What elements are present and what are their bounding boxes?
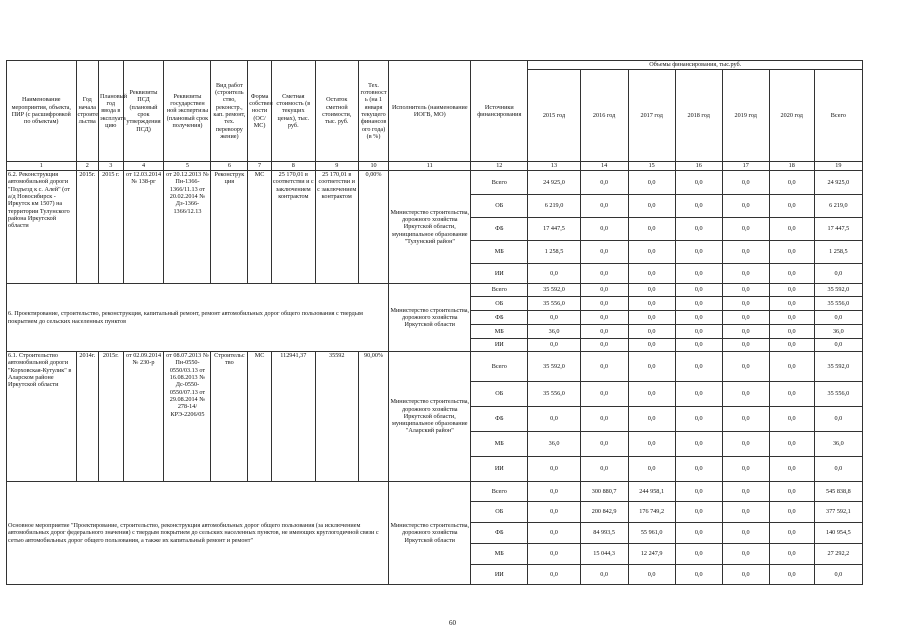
table-row <box>7 284 863 297</box>
value-cell: 0,0 <box>580 565 628 585</box>
value-cell: 0,0 <box>580 407 628 432</box>
block1-readiness: 0,00% <box>358 171 389 284</box>
value-cell: 15 044,3 <box>580 544 628 565</box>
value-cell: 0,0 <box>722 284 769 297</box>
value-cell: 0,0 <box>675 482 722 502</box>
block3-executor: Министерство строительства, дорожного хозяйства Иркутской области, муниципальное образование "Аларский район" <box>389 352 471 482</box>
header-plan-year: Плановый год ввода в эксплуата цию <box>99 61 124 162</box>
header-sources: Источники финансирования <box>471 61 528 162</box>
value-cell: 0,0 <box>769 565 814 585</box>
value-cell: 0,0 <box>769 352 814 382</box>
value-cell: 36,0 <box>814 432 862 457</box>
value-cell: 1 258,5 <box>528 241 580 264</box>
header-readiness: Тех. готовност ь (на 1 января текущего финансов ого года) (в %) <box>358 61 389 162</box>
block2-executor: Министерство строительства, дорожного хозяйства Иркутской области <box>389 284 471 352</box>
value-cell: 0,0 <box>675 407 722 432</box>
value-cell: 0,0 <box>675 241 722 264</box>
col-number: 17 <box>722 162 769 171</box>
value-cell: 0,0 <box>722 482 769 502</box>
source-label: МБ <box>471 241 528 264</box>
value-cell: 0,0 <box>675 325 722 339</box>
value-cell: 0,0 <box>580 171 628 195</box>
value-cell: 84 993,5 <box>580 523 628 544</box>
value-cell: 0,0 <box>528 544 580 565</box>
block3-ownership: МС <box>248 352 272 482</box>
block3-work-type: Строительс тво <box>211 352 248 482</box>
value-cell: 0,0 <box>580 352 628 382</box>
value-cell: 0,0 <box>528 264 580 284</box>
financing-table <box>6 60 863 585</box>
source-label: ИИ <box>471 264 528 284</box>
value-cell: 0,0 <box>580 432 628 457</box>
value-cell: 35 592,0 <box>528 284 580 297</box>
col-number: 2 <box>76 162 98 171</box>
col-number: 6 <box>211 162 248 171</box>
value-cell: 0,0 <box>769 311 814 325</box>
value-cell: 0,0 <box>769 218 814 241</box>
value-cell: 6 219,0 <box>528 195 580 218</box>
col-number: 13 <box>528 162 580 171</box>
value-cell: 24 925,0 <box>528 171 580 195</box>
value-cell: 0,0 <box>580 241 628 264</box>
value-cell: 0,0 <box>769 457 814 482</box>
value-cell: 0,0 <box>675 457 722 482</box>
value-cell: 36,0 <box>528 432 580 457</box>
value-cell: 0,0 <box>769 544 814 565</box>
value-cell: 55 961,0 <box>628 523 675 544</box>
value-cell: 0,0 <box>769 297 814 311</box>
value-cell: 0,0 <box>722 264 769 284</box>
col-number: 14 <box>580 162 628 171</box>
block2-name: 6. Проектирование, строительство, реконструкция, капитальный ремонт, ремонт автомобильных дорог общего пользования с твердым покрытием до сельских населенных пунктов <box>7 284 389 352</box>
header-row-top <box>7 61 863 70</box>
block4-executor: Министерство строительства, дорожного хозяйства Иркутской области <box>389 482 471 585</box>
value-cell: 300 880,7 <box>580 482 628 502</box>
value-cell: 0,0 <box>769 241 814 264</box>
value-cell: 0,0 <box>722 457 769 482</box>
block1-executor: Министерство строительства, дорожного хозяйства Иркутской области, муниципальное образование "Тулунский район" <box>389 171 471 284</box>
col-number: 19 <box>814 162 862 171</box>
value-cell: 0,0 <box>814 457 862 482</box>
value-cell: 0,0 <box>528 311 580 325</box>
year-total: Всего <box>814 70 862 162</box>
year-2019: 2019 год <box>722 70 769 162</box>
value-cell: 0,0 <box>675 523 722 544</box>
value-cell: 0,0 <box>580 325 628 339</box>
value-cell: 0,0 <box>675 382 722 407</box>
value-cell: 0,0 <box>580 284 628 297</box>
value-cell: 0,0 <box>675 565 722 585</box>
header-start-year: Год начала строите льства <box>76 61 98 162</box>
value-cell: 0,0 <box>628 382 675 407</box>
value-cell: 0,0 <box>722 297 769 311</box>
col-number: 18 <box>769 162 814 171</box>
value-cell: 0,0 <box>722 171 769 195</box>
value-cell: 0,0 <box>722 432 769 457</box>
value-cell: 0,0 <box>769 339 814 352</box>
source-label: ФБ <box>471 311 528 325</box>
value-cell: 0,0 <box>722 195 769 218</box>
value-cell: 0,0 <box>528 339 580 352</box>
header-expertise: Реквизиты государствен ной экспертизы (плановый срок получения) <box>164 61 211 162</box>
header-volumes: Объемы финансирования, тыс.руб. <box>528 61 863 70</box>
col-number: 16 <box>675 162 722 171</box>
value-cell: 0,0 <box>580 195 628 218</box>
value-cell: 35 556,0 <box>814 382 862 407</box>
block1-start-year: 2015г. <box>76 171 98 284</box>
value-cell: 0,0 <box>814 407 862 432</box>
block1-psd: от 12.03.2014 № 138-рг <box>123 171 164 284</box>
value-cell: 0,0 <box>580 218 628 241</box>
value-cell: 0,0 <box>628 352 675 382</box>
block4-name: Основное мероприятие "Проектирование, строительство, реконструкция автомобильных дорог общего пользования (за исключением автомобильных дорог федерального значения) с твердым покрытием до сельских населенных пунктов, не имеющих круглогодичной связи с сетью автомобильных дорог общего пользования, а также их капитальный ремонт и ремонт" <box>7 482 389 585</box>
year-2020: 2020 год <box>769 70 814 162</box>
value-cell: 377 592,1 <box>814 502 862 523</box>
col-number: 5 <box>164 162 211 171</box>
col-number: 9 <box>315 162 358 171</box>
value-cell: 0,0 <box>628 407 675 432</box>
block3-name: 6.1. Строительство автомобильной дороги "Корховская-Кутулик" в Аларском районе Иркутской области <box>7 352 77 482</box>
value-cell: 36,0 <box>814 325 862 339</box>
value-cell: 0,0 <box>722 407 769 432</box>
block3-expertise: от 08.07.2013 № Пн-0550-0550/03.13 от 16.08.2013 № Дс-0550-0550/07.13 от 29.08.2014 № 278-14/КРЭ-2206/05 <box>164 352 211 482</box>
value-cell: 0,0 <box>814 264 862 284</box>
value-cell: 0,0 <box>769 171 814 195</box>
source-label: ИИ <box>471 565 528 585</box>
value-cell: 200 842,9 <box>580 502 628 523</box>
year-2016: 2016 год <box>580 70 628 162</box>
value-cell: 35 592,0 <box>814 352 862 382</box>
value-cell: 0,0 <box>722 382 769 407</box>
value-cell: 0,0 <box>580 311 628 325</box>
value-cell: 0,0 <box>528 407 580 432</box>
value-cell: 0,0 <box>628 264 675 284</box>
value-cell: 0,0 <box>722 325 769 339</box>
block3-psd: от 02.09.2014 № 230-р <box>123 352 164 482</box>
source-label: МБ <box>471 432 528 457</box>
value-cell: 35 592,0 <box>528 352 580 382</box>
value-cell: 0,0 <box>628 311 675 325</box>
value-cell: 0,0 <box>722 311 769 325</box>
source-label: ОБ <box>471 502 528 523</box>
value-cell: 24 925,0 <box>814 171 862 195</box>
col-number: 15 <box>628 162 675 171</box>
year-2015: 2015 год <box>528 70 580 162</box>
value-cell: 35 556,0 <box>814 297 862 311</box>
value-cell: 0,0 <box>814 565 862 585</box>
source-label: Всего <box>471 171 528 195</box>
source-label: ОБ <box>471 195 528 218</box>
value-cell: 0,0 <box>628 195 675 218</box>
block3-start-year: 2014г. <box>76 352 98 482</box>
value-cell: 0,0 <box>675 171 722 195</box>
table-row <box>7 171 863 195</box>
value-cell: 0,0 <box>528 502 580 523</box>
year-2017: 2017 год <box>628 70 675 162</box>
col-number: 12 <box>471 162 528 171</box>
value-cell: 0,0 <box>769 195 814 218</box>
col-number: 7 <box>248 162 272 171</box>
header-estimate: Сметная стоимость (в текущих ценах), тыс. руб. <box>271 61 315 162</box>
source-label: ИИ <box>471 339 528 352</box>
block1-plan-year: 2015 г. <box>99 171 124 284</box>
year-2018: 2018 год <box>675 70 722 162</box>
source-label: ОБ <box>471 297 528 311</box>
value-cell: 0,0 <box>628 432 675 457</box>
value-cell: 0,0 <box>675 352 722 382</box>
header-psd: Реквизиты ПСД (плановый срок утверждения ПСД) <box>123 61 164 162</box>
source-label: ФБ <box>471 407 528 432</box>
block3-readiness: 90,00% <box>358 352 389 482</box>
value-cell: 0,0 <box>769 407 814 432</box>
value-cell: 0,0 <box>675 502 722 523</box>
value-cell: 0,0 <box>628 297 675 311</box>
value-cell: 35 592,0 <box>814 284 862 297</box>
header-name: Наименование мероприятия, объекта, ПИР (с расшифровкой по объектам) <box>7 61 77 162</box>
value-cell: 35 556,0 <box>528 297 580 311</box>
value-cell: 36,0 <box>528 325 580 339</box>
value-cell: 0,0 <box>580 339 628 352</box>
table-row <box>7 352 863 382</box>
value-cell: 0,0 <box>580 297 628 311</box>
source-label: Всего <box>471 284 528 297</box>
value-cell: 0,0 <box>814 311 862 325</box>
value-cell: 0,0 <box>675 284 722 297</box>
value-cell: 0,0 <box>722 523 769 544</box>
block1-expertise: от 20.12.2013 № Пн-1366-1366/11.13 от 20.02.2014 № Дз-1366-1366/12.13 <box>164 171 211 284</box>
value-cell: 0,0 <box>722 218 769 241</box>
source-label: ФБ <box>471 523 528 544</box>
column-number-row <box>7 162 863 171</box>
source-label: ОБ <box>471 382 528 407</box>
value-cell: 0,0 <box>722 544 769 565</box>
value-cell: 0,0 <box>580 382 628 407</box>
value-cell: 12 247,9 <box>628 544 675 565</box>
value-cell: 6 219,0 <box>814 195 862 218</box>
value-cell: 17 447,5 <box>528 218 580 241</box>
block1-balance: 25 170,01 в соответстви и с заключением контрактом <box>315 171 358 284</box>
value-cell: 0,0 <box>628 339 675 352</box>
source-label: ИИ <box>471 457 528 482</box>
value-cell: 0,0 <box>722 241 769 264</box>
value-cell: 0,0 <box>722 339 769 352</box>
value-cell: 0,0 <box>675 432 722 457</box>
block3-estimate: 112941,37 <box>271 352 315 482</box>
value-cell: 545 838,8 <box>814 482 862 502</box>
value-cell: 0,0 <box>675 218 722 241</box>
value-cell: 140 954,5 <box>814 523 862 544</box>
table-row <box>7 482 863 502</box>
col-number: 10 <box>358 162 389 171</box>
value-cell: 27 292,2 <box>814 544 862 565</box>
col-number: 8 <box>271 162 315 171</box>
source-label: МБ <box>471 325 528 339</box>
block3-plan-year: 2015г. <box>99 352 124 482</box>
value-cell: 0,0 <box>628 457 675 482</box>
value-cell: 17 447,5 <box>814 218 862 241</box>
value-cell: 0,0 <box>675 544 722 565</box>
header-executor: Исполнитель (наименование ИОГВ, МО) <box>389 61 471 162</box>
value-cell: 0,0 <box>580 264 628 284</box>
value-cell: 0,0 <box>769 523 814 544</box>
value-cell: 0,0 <box>769 482 814 502</box>
source-label: МБ <box>471 544 528 565</box>
header-ownership: Форма собствен ности (ОС/МС) <box>248 61 272 162</box>
value-cell: 0,0 <box>628 325 675 339</box>
source-label: Всего <box>471 482 528 502</box>
header-balance: Остаток сметной стоимости, тыс. руб. <box>315 61 358 162</box>
block1-work-type: Реконструк ция <box>211 171 248 284</box>
value-cell: 0,0 <box>675 297 722 311</box>
value-cell: 0,0 <box>675 339 722 352</box>
value-cell: 0,0 <box>675 311 722 325</box>
source-label: Всего <box>471 352 528 382</box>
value-cell: 0,0 <box>580 457 628 482</box>
value-cell: 0,0 <box>722 565 769 585</box>
value-cell: 35 556,0 <box>528 382 580 407</box>
value-cell: 0,0 <box>769 264 814 284</box>
header-work-type: Вид работ (строитель ство, реконстр., кап. ремонт, тех. перевоору жение) <box>211 61 248 162</box>
value-cell: 1 258,5 <box>814 241 862 264</box>
value-cell: 0,0 <box>675 264 722 284</box>
block3-balance: 35592 <box>315 352 358 482</box>
value-cell: 0,0 <box>769 284 814 297</box>
block1-ownership: МС <box>248 171 272 284</box>
value-cell: 244 958,1 <box>628 482 675 502</box>
value-cell: 0,0 <box>722 352 769 382</box>
value-cell: 0,0 <box>528 457 580 482</box>
value-cell: 0,0 <box>628 241 675 264</box>
value-cell: 176 749,2 <box>628 502 675 523</box>
value-cell: 0,0 <box>769 325 814 339</box>
col-number: 1 <box>7 162 77 171</box>
value-cell: 0,0 <box>675 195 722 218</box>
value-cell: 0,0 <box>528 565 580 585</box>
value-cell: 0,0 <box>814 339 862 352</box>
value-cell: 0,0 <box>628 171 675 195</box>
value-cell: 0,0 <box>628 218 675 241</box>
value-cell: 0,0 <box>722 502 769 523</box>
value-cell: 0,0 <box>769 432 814 457</box>
value-cell: 0,0 <box>528 523 580 544</box>
value-cell: 0,0 <box>528 482 580 502</box>
value-cell: 0,0 <box>769 502 814 523</box>
col-number: 11 <box>389 162 471 171</box>
col-number: 3 <box>99 162 124 171</box>
block1-estimate: 25 170,01 в соответстви и с заключением контрактом <box>271 171 315 284</box>
block1-name: 6.2. Реконструкция автомобильной дороги "Подъезд к с. Алей" (от а/д Новосибирск - Иркутск км 1507) на территории Тулунского района Иркутской области <box>7 171 77 284</box>
page-number: 60 <box>449 619 456 627</box>
value-cell: 0,0 <box>769 382 814 407</box>
source-label: ФБ <box>471 218 528 241</box>
value-cell: 0,0 <box>628 284 675 297</box>
col-number: 4 <box>123 162 164 171</box>
value-cell: 0,0 <box>628 565 675 585</box>
